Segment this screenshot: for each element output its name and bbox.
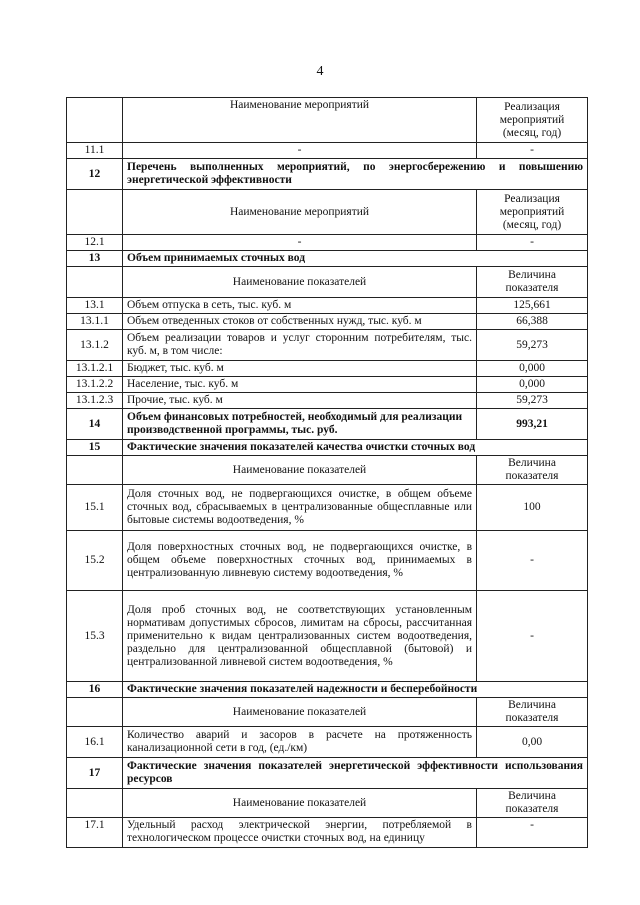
row-value: 59,273: [477, 330, 588, 361]
row-number: 15.1: [67, 485, 123, 531]
row-value: -: [477, 531, 588, 591]
header-value-cell: Реализация мероприятий (месяц, год): [477, 98, 588, 143]
program-table: [66, 97, 588, 848]
section-number: 15: [67, 440, 123, 456]
row-value: 66,388: [477, 314, 588, 330]
row-number: 14: [67, 409, 123, 440]
row-number: 12.1: [67, 235, 123, 251]
row-number: 13.1: [67, 298, 123, 314]
row-name: Бюджет, тыс. куб. м: [123, 361, 477, 377]
header-name-cell: Наименование мероприятий: [123, 190, 477, 235]
row-value: 0,00: [477, 727, 588, 758]
row-name: Доля сточных вод, не подвергающихся очистке, в общем объеме сточных вод, сбрасываемых в централизованные общесплавные или бытовые системы водоотведения, %: [123, 485, 477, 531]
table-row: [67, 485, 588, 531]
row-number: 15.2: [67, 531, 123, 591]
section-number: 17: [67, 758, 123, 789]
header-number-cell: [67, 267, 123, 298]
table-header-row: [67, 190, 588, 235]
section-row: [67, 159, 588, 190]
header-name-cell: Наименование показателей: [123, 267, 477, 298]
row-value: -: [477, 235, 588, 251]
row-value: -: [477, 143, 588, 159]
table-row: [67, 143, 588, 159]
table-row: [67, 314, 588, 330]
row-name: Доля поверхностных сточных вод, не подвергающихся очистке, в общем объеме поверхностных сточных вод, принимаемых в централизованную ливневую систему водоотведения, %: [123, 531, 477, 591]
row-name: Население, тыс. куб. м: [123, 377, 477, 393]
section-title: Фактические значения показателей качества очистки сточных вод: [123, 440, 588, 456]
header-name-cell: Наименование показателей: [123, 698, 477, 727]
table-header-row: [67, 698, 588, 727]
table-row: [67, 377, 588, 393]
table-row: [67, 298, 588, 314]
table-row: [67, 727, 588, 758]
row-name: Объем отведенных стоков от собственных нужд, тыс. куб. м: [123, 314, 477, 330]
table-row: [67, 591, 588, 682]
table-row: [67, 409, 588, 440]
header-value-cell: Величина показателя: [477, 698, 588, 727]
section-row: [67, 682, 588, 698]
section-number: 13: [67, 251, 123, 267]
table-header-row: [67, 267, 588, 298]
row-name: Объем реализации товаров и услуг сторонним потребителям, тыс. куб. м, в том числе:: [123, 330, 477, 361]
section-title: Фактические значения показателей надежности и бесперебойности: [123, 682, 588, 698]
header-number-cell: [67, 190, 123, 235]
row-name: Удельный расход электрической энергии, потребляемой в технологическом процессе очистки сточных вод, на единицу: [123, 818, 477, 848]
row-name: -: [123, 143, 477, 159]
row-value: -: [477, 591, 588, 682]
row-value: 100: [477, 485, 588, 531]
header-number-cell: [67, 98, 123, 143]
row-name: -: [123, 235, 477, 251]
header-value-cell: Величина показателя: [477, 267, 588, 298]
table-header-row: [67, 98, 588, 143]
table-row: [67, 818, 588, 848]
table-row: [67, 235, 588, 251]
row-number: 15.3: [67, 591, 123, 682]
row-number: 13.1.2.1: [67, 361, 123, 377]
row-value: 993,21: [477, 409, 588, 440]
row-number: 17.1: [67, 818, 123, 848]
row-value: 0,000: [477, 361, 588, 377]
row-number: 11.1: [67, 143, 123, 159]
row-value: 0,000: [477, 377, 588, 393]
section-title: Объем принимаемых сточных вод: [123, 251, 588, 267]
section-title: Фактические значения показателей энергетической эффективности использования ресурсов: [123, 758, 588, 789]
row-name: Объем отпуска в сеть, тыс. куб. м: [123, 298, 477, 314]
header-number-cell: [67, 789, 123, 818]
table-row: [67, 393, 588, 409]
header-name-cell: Наименование показателей: [123, 456, 477, 485]
table-header-row: [67, 456, 588, 485]
table-row: [67, 361, 588, 377]
header-value-cell: Величина показателя: [477, 789, 588, 818]
row-name: Доля проб сточных вод, не соответствующих установленным нормативам допустимых сбросов, лимитам на сбросы, рассчитанная применительно к видам централизованных систем водоотведения, раздельно для централизованной общесплавной (бытовой) и централизованной ливневой систем водоотведения, %: [123, 591, 477, 682]
row-name: Прочие, тыс. куб. м: [123, 393, 477, 409]
table-row: [67, 330, 588, 361]
section-row: [67, 251, 588, 267]
header-value-cell: Реализация мероприятий (месяц, год): [477, 190, 588, 235]
header-name-cell: Наименование мероприятий: [123, 98, 477, 143]
table-row: [67, 531, 588, 591]
page-number: 4: [316, 64, 324, 79]
row-value: 125,661: [477, 298, 588, 314]
row-value: 59,273: [477, 393, 588, 409]
section-row: [67, 440, 588, 456]
section-row: [67, 758, 588, 789]
row-name: Количество аварий и засоров в расчете на протяженность канализационной сети в год, (ед./км): [123, 727, 477, 758]
row-number: 16.1: [67, 727, 123, 758]
row-number: 13.1.2.2: [67, 377, 123, 393]
table-header-row: [67, 789, 588, 818]
row-number: 13.1.1: [67, 314, 123, 330]
header-number-cell: [67, 456, 123, 485]
header-name-cell: Наименование показателей: [123, 789, 477, 818]
row-value: -: [477, 818, 588, 848]
section-number: 12: [67, 159, 123, 190]
header-value-cell: Величина показателя: [477, 456, 588, 485]
row-number: 13.1.2.3: [67, 393, 123, 409]
row-number: 13.1.2: [67, 330, 123, 361]
row-name: Объем финансовых потребностей, необходимый для реализации производственной программы, тыс. руб.: [123, 409, 477, 440]
section-title: Перечень выполненных мероприятий, по энергосбережению и повышению энергетической эффективности: [123, 159, 588, 190]
section-number: 16: [67, 682, 123, 698]
header-number-cell: [67, 698, 123, 727]
